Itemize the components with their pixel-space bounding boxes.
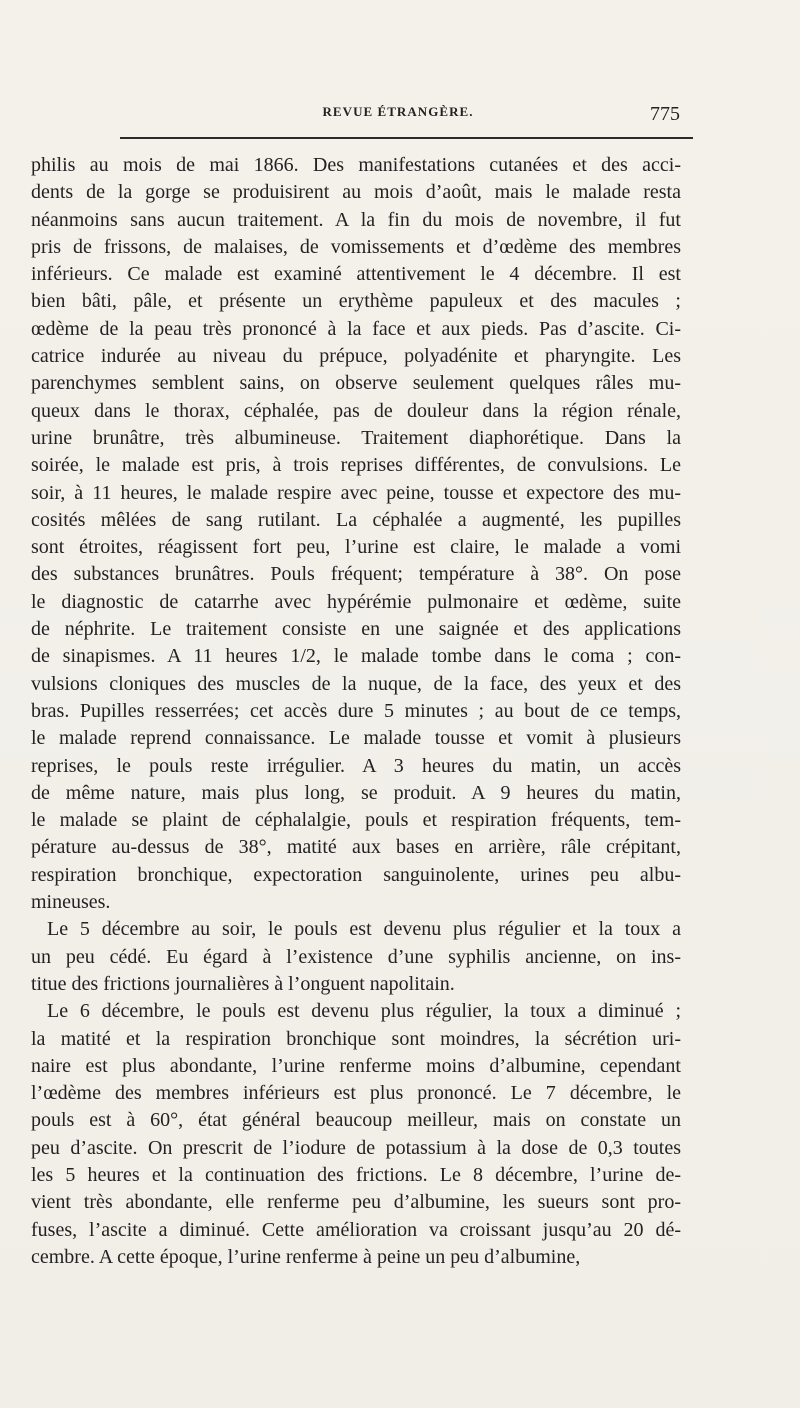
text-line: bien bâti, pâle, et présente un erythème papuleux et des macules ; xyxy=(31,290,681,313)
text-line: œdème de la peau très prononcé à la face et aux pieds. Pas d’ascite. Ci- xyxy=(31,317,681,340)
text-line: inférieurs. Ce malade est examiné attentivement le 4 décembre. Il est xyxy=(31,263,681,286)
body-text xyxy=(31,152,681,1271)
text-line: un peu cédé. Eu égard à l’existence d’une syphilis ancienne, on ins- xyxy=(31,945,681,968)
text-line: philis au mois de mai 1866. Des manifestations cutanées et des acci- xyxy=(31,154,681,176)
text-line: peu d’ascite. On prescrit de l’iodure de potassium à la dose de 0,3 toutes xyxy=(31,1136,681,1159)
text-line: Le 5 décembre au soir, le pouls est devenu plus régulier et la toux a xyxy=(47,918,681,941)
text-line: mineuses. xyxy=(31,891,111,914)
text-line: titue des frictions journalières à l’onguent napolitain. xyxy=(31,972,455,995)
text-line: de sinapismes. A 11 heures 1/2, le malade tombe dans le coma ; con- xyxy=(31,645,681,668)
text-line: catrice indurée au niveau du prépuce, polyadénite et pharyngite. Les xyxy=(31,345,681,368)
text-line: le malade reprend connaissance. Le malade tousse et vomit à plusieurs xyxy=(31,727,681,750)
text-line: pérature au-dessus de 38°, matité aux bases en arrière, râle crépitant, xyxy=(31,836,681,859)
text-line: soirée, le malade est pris, à trois reprises différentes, de convulsions. Le xyxy=(31,454,681,477)
text-line: de même nature, mais plus long, se produit. A 9 heures du matin, xyxy=(31,781,681,804)
text-line: l’œdème des membres inférieurs est plus prononcé. Le 7 décembre, le xyxy=(31,1082,681,1105)
text-line: sont étroites, réagissent fort peu, l’urine est claire, le malade a vomi xyxy=(31,536,681,559)
text-line: bras. Pupilles resserrées; cet accès dure 5 minutes ; au bout de ce temps, xyxy=(31,699,681,722)
text-line: le diagnostic de catarrhe avec hypérémie pulmonaire et œdème, suite xyxy=(31,590,681,613)
text-line: queux dans le thorax, céphalée, pas de douleur dans la région rénale, xyxy=(31,399,681,422)
text-line: cosités mêlées de sang rutilant. La céphalée a augmenté, les pupilles xyxy=(31,508,681,531)
text-line: respiration bronchique, expectoration sanguinolente, urines peu albu- xyxy=(31,863,681,886)
text-line: reprises, le pouls reste irrégulier. A 3 heures du matin, un accès xyxy=(31,754,681,777)
text-line: parenchymes semblent sains, on observe seulement quelques râles mu- xyxy=(31,372,681,395)
text-line: dents de la gorge se produisirent au mois d’août, mais le malade resta xyxy=(31,181,681,204)
page-number: 775 xyxy=(650,103,680,125)
text-line: néanmoins sans aucun traitement. A la fin du mois de novembre, il fut xyxy=(31,208,681,231)
text-line: la matité et la respiration bronchique sont moindres, la sécrétion uri- xyxy=(31,1027,681,1050)
text-line: urine brunâtre, très albumineuse. Traitement diaphorétique. Dans la xyxy=(31,426,681,449)
text-line: des substances brunâtres. Pouls fréquent; température à 38°. On pose xyxy=(31,563,681,586)
text-line: pris de frissons, de malaises, de vomissements et d’œdème des membres xyxy=(31,235,681,258)
text-line: soir, à 11 heures, le malade respire avec peine, tousse et expectore des mu- xyxy=(31,481,681,504)
text-line: naire est plus abondante, l’urine renferme moins d’albumine, cependant xyxy=(31,1054,681,1077)
text-line: Le 6 décembre, le pouls est devenu plus régulier, la toux a diminué ; xyxy=(47,1000,681,1023)
header-rule xyxy=(120,137,693,139)
text-line: le malade se plaint de céphalalgie, pouls et respiration fréquents, tem- xyxy=(31,809,681,832)
text-line: pouls est à 60°, état général beaucoup meilleur, mais on constate un xyxy=(31,1109,681,1132)
text-line: cembre. A cette époque, l’urine renferme à peine un peu d’albumine, xyxy=(31,1245,581,1268)
text-line: vient très abondante, elle renferme peu d’albumine, les sueurs sont pro- xyxy=(31,1191,681,1214)
text-line: fuses, l’ascite a diminué. Cette amélioration va croissant jusqu’au 20 dé- xyxy=(31,1218,681,1241)
text-line: les 5 heures et la continuation des frictions. Le 8 décembre, l’urine de- xyxy=(31,1163,681,1186)
text-line: vulsions cloniques des muscles de la nuque, de la face, des yeux et des xyxy=(31,672,681,695)
running-header xyxy=(0,104,800,126)
running-title: REVUE ÉTRANGÈRE. xyxy=(322,104,474,119)
text-line: de néphrite. Le traitement consiste en une saignée et des applications xyxy=(31,618,681,641)
